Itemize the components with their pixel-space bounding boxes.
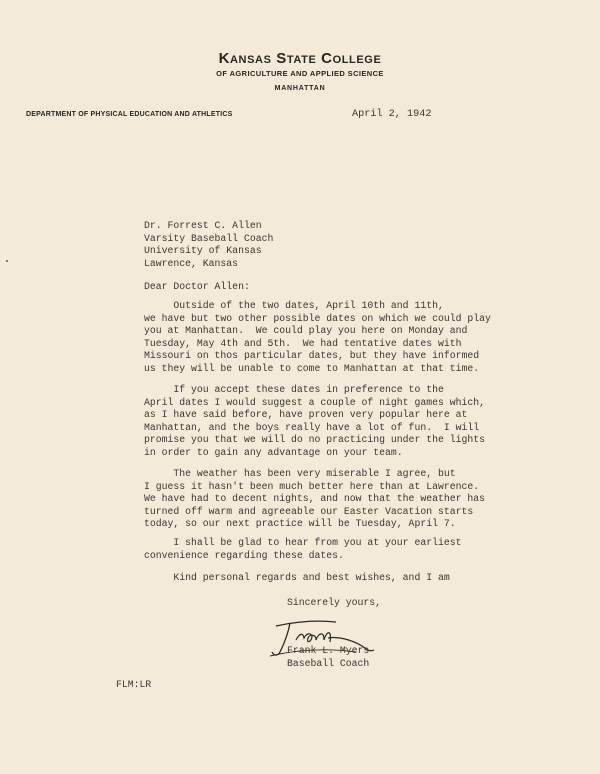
paragraph-4 <box>144 537 461 562</box>
paragraph-5 <box>144 572 450 585</box>
text-line: If you accept these dates in preference to the <box>144 384 444 395</box>
margin-mark <box>6 260 8 262</box>
text-line: promise you that we will do no practicing under the lights <box>144 434 485 446</box>
letterhead-city: MANHATTAN <box>274 85 326 92</box>
text-line: April dates I would suggest a couple of night games which, <box>144 396 485 408</box>
text-line: We have had to decent nights, and now that the weather has <box>144 493 485 505</box>
text-line: I shall be glad to hear from you at your earliest <box>144 537 462 548</box>
text-line: turned off warm and agreeable our Easter Vacation starts <box>144 505 474 517</box>
signatory-title: Baseball Coach <box>287 657 370 669</box>
text-line: Outside of the two dates, April 10th and 11th, <box>144 300 444 311</box>
text-line: us they will be unable to come to Manhattan at that time. <box>144 362 480 374</box>
text-line: Missouri on thos particular dates, but they have informed <box>144 350 480 362</box>
recipient-address <box>144 220 273 270</box>
paragraph-1 <box>144 300 491 376</box>
paragraph-3 <box>144 468 485 531</box>
text-line: The weather has been very miserable I agree, but <box>144 468 456 479</box>
signatory-block <box>287 645 369 670</box>
letterhead-subtitle: OF AGRICULTURE AND APPLIED SCIENCE <box>216 69 384 78</box>
text-line: as I have said before, have proven very popular here at <box>144 409 468 421</box>
address-line: Lawrence, Kansas <box>144 257 239 269</box>
text-line: Kind personal regards and best wishes, and I am <box>144 572 450 583</box>
reference-initials: FLM:LR <box>116 679 152 690</box>
address-line: University of Kansas <box>144 245 262 257</box>
paragraph-2 <box>144 384 485 460</box>
text-line: we have but two other possible dates on which we could play <box>144 312 491 324</box>
text-line: Tuesday, May 4th and 5th. We had tentative dates with <box>144 337 462 349</box>
signatory-name: Frank L. Myers <box>287 645 370 656</box>
address-line: Dr. Forrest C. Allen <box>144 220 262 231</box>
text-line: in order to gain any advantage on your team. <box>144 446 403 458</box>
text-line: Manhattan, and the boys really have a lot of fun. I will <box>144 421 480 433</box>
letterhead-college: Kansas State College <box>218 50 382 67</box>
text-line: I guess it hasn't been much better here than at Lawrence. <box>144 480 480 492</box>
letter-date: April 2, 1942 <box>352 109 432 120</box>
address-line: Varsity Baseball Coach <box>144 232 274 244</box>
text-line: you at Manhattan. We could play you here on Monday and <box>144 325 468 337</box>
salutation: Dear Doctor Allen: <box>144 281 250 292</box>
text-line: convenience regarding these dates. <box>144 549 344 561</box>
complimentary-close: Sincerely yours, <box>287 597 382 608</box>
letterhead-department: DEPARTMENT OF PHYSICAL EDUCATION AND ATHLETICS <box>26 111 233 118</box>
text-line: today, so our next practice will be Tuesday, April 7. <box>144 518 456 530</box>
